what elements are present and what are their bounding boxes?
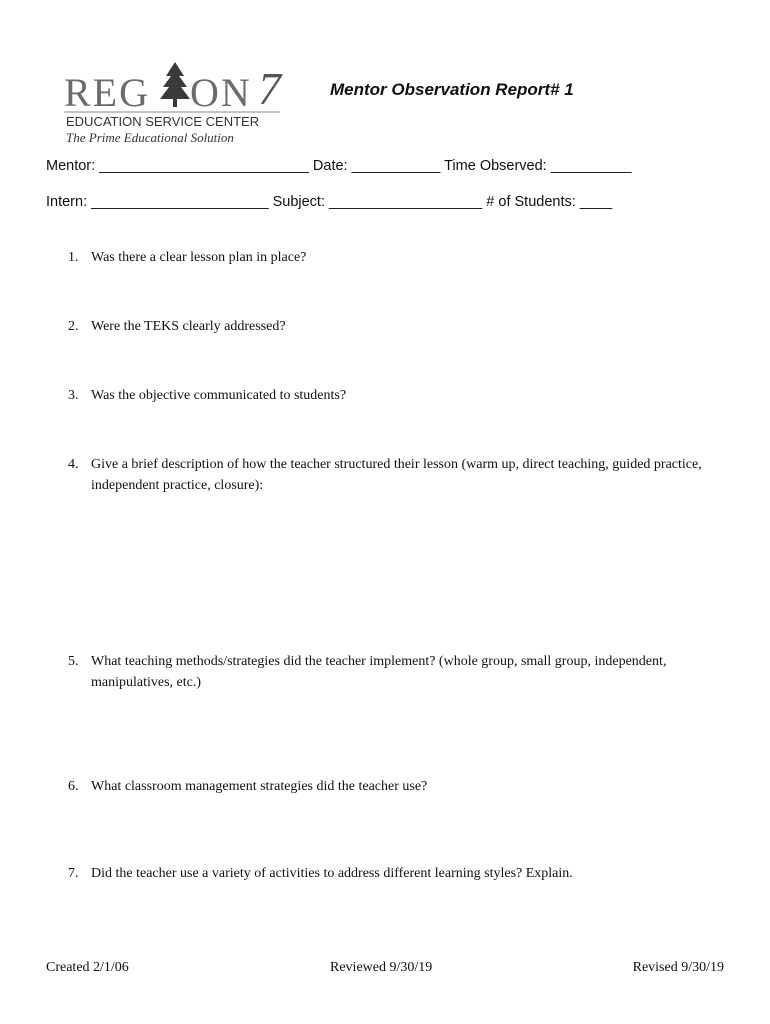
question-text: Was the objective communicated to students? xyxy=(91,388,347,403)
question-number: 5. xyxy=(68,654,79,669)
time-observed-label: Time Observed: xyxy=(444,158,547,174)
subject-label: Subject: xyxy=(272,194,325,210)
question-7 xyxy=(68,864,728,885)
svg-text:7: 7 xyxy=(258,63,281,114)
question-number: 7. xyxy=(68,866,79,881)
question-3 xyxy=(68,386,728,407)
question-4 xyxy=(68,455,728,496)
question-number: 3. xyxy=(68,388,79,403)
question-text: Were the TEKS clearly addressed? xyxy=(91,319,286,334)
footer-created: Created 2/1/06 xyxy=(46,960,129,975)
num-students-label: # of Students: xyxy=(486,194,576,210)
svg-text:The Prime Educational Solution: The Prime Educational Solution xyxy=(66,130,234,145)
question-2 xyxy=(68,317,728,338)
question-number: 2. xyxy=(68,319,79,334)
question-text: Was there a clear lesson plan in place? xyxy=(91,250,307,265)
footer-reviewed: Reviewed 9/30/19 xyxy=(330,960,433,975)
question-text: What classroom management strategies did the teacher use? xyxy=(91,779,428,794)
question-5 xyxy=(68,652,728,693)
question-text: Give a brief description of how the teacher structured their lesson (warm up, direct teaching, guided practice, independent practice, closure): xyxy=(91,457,702,493)
header-fields-row-2 xyxy=(46,194,612,210)
question-6 xyxy=(68,777,728,798)
footer-revised: Revised 9/30/19 xyxy=(632,960,724,975)
mentor-label: Mentor: xyxy=(46,158,96,174)
num-students-field[interactable]: ____ xyxy=(579,194,613,210)
intern-field[interactable]: ______________________ xyxy=(91,194,269,210)
question-text: What teaching methods/strategies did the teacher implement? (whole group, small group, independent, manipulatives, etc.) xyxy=(91,654,667,690)
subject-field[interactable]: ___________________ xyxy=(329,194,483,210)
page-title: Mentor Observation Report# 1 xyxy=(330,80,574,99)
question-number: 4. xyxy=(68,457,79,472)
question-number: 6. xyxy=(68,779,79,794)
intern-label: Intern: xyxy=(46,194,88,210)
date-field[interactable]: ___________ xyxy=(351,158,441,174)
svg-text:ON: ON xyxy=(190,70,252,115)
svg-text:EDUCATION SERVICE CENTER: EDUCATION SERVICE CENTER xyxy=(66,114,260,129)
region7-logo xyxy=(62,56,302,146)
date-label: Date: xyxy=(312,158,348,174)
time-observed-field[interactable]: __________ xyxy=(550,158,632,174)
question-1 xyxy=(68,248,728,269)
header-fields-row-1 xyxy=(46,158,631,174)
svg-text:REG: REG xyxy=(64,70,150,115)
question-number: 1. xyxy=(68,250,79,265)
mentor-field[interactable]: __________________________ xyxy=(99,158,309,174)
question-text: Did the teacher use a variety of activities to address different learning styles? Explain. xyxy=(91,866,573,881)
